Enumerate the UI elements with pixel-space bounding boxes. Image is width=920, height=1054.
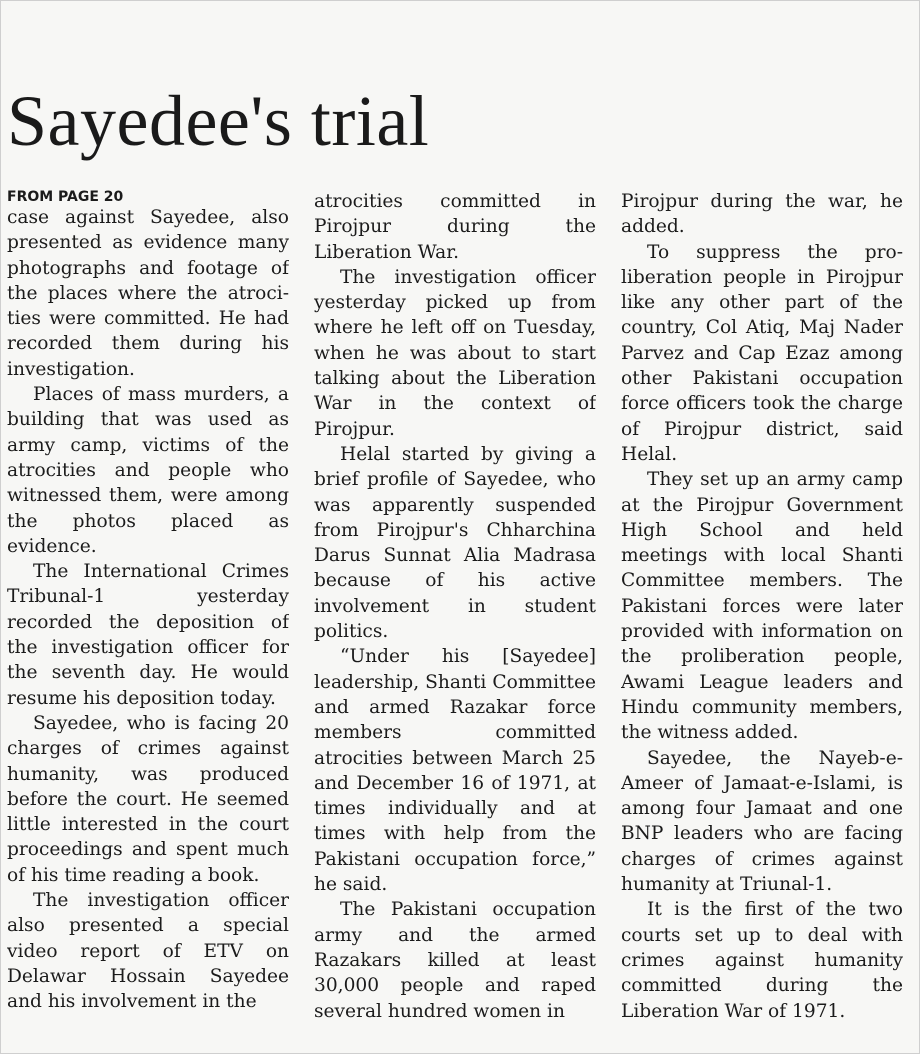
paragraph: The investigation officer yesterday picked up from where he left off on Tuesday, when he was about to start talking about the Liberation War in the context of Pirojpur. [314,266,596,440]
paragraph: The investigation officer also presented a special video report of ETV on Delawar Hossain Sayedee and his involvement in the [7,890,289,1013]
column-2 [314,189,596,1045]
paragraph: case against Sayedee, also presented as evidence many photographs and footage of the places where the atrocities were committed. He had recorded them during his investigation. [7,207,289,380]
paragraph: It is the first of the two courts set up to deal with crimes against humanity committed during the Liberation War of 1971. [621,899,903,1022]
paragraph: atrocities committed in Pirojpur during the Liberation War. [314,191,596,263]
headline: Sayedee's trial [7,81,430,161]
paragraph: To suppress the proliberation people in Pirojpur like any other part of the country, Col Atiq, Maj Nader Parvez and Cap Ezaz among other Pakistani occupation force officers took the charge of Pirojpur district, said Helal. [621,241,903,465]
folio-line: FROM PAGE 20 [7,189,124,205]
paragraph: Places of mass murders, a building that was used as army camp, victims of the atrocities and people who witnessed them, were among the photos placed as evidence. [7,384,289,557]
paragraph: The Pakistani occupation army and the armed Razakars killed at least 30,000 people and raped several hundred women in [314,899,596,1022]
paragraph: Sayedee, the Nayeb-e-Ameer of Jamaat-e-Islami, is among four Jamaat and one BNP leaders who are facing charges of crimes against humanity at Triunal-1. [621,747,903,896]
paragraph: Sayedee, who is facing 20 charges of crimes against humanity, was produced before the court. He seemed little interested in the court proceedings and spent much of his time reading a book. [7,712,289,886]
quote-paragraph: “Under his [Sayedee] leadership, Shanti Committee and armed Razakar force members committed atrocities between March 25 and December 16 of 1971, at times individually and at times with help from the Pakistani occupation force,” he said. [314,646,596,896]
column-3 [621,189,903,1045]
paragraph: Pirojpur during the war, he added. [621,191,903,238]
column-1 [7,189,289,1045]
paragraph: The International Crimes Tribunal-1 yesterday recorded the deposition of the investigation officer for the seventh day. He would resume his deposition today. [7,561,289,709]
paragraph: They set up an army camp at the Pirojpur Government High School and held meetings with local Shanti Committee members. The Pakistani forces were later provided with information on the proliberation people, Awami League leaders and Hindu community members, the witness added. [621,469,903,744]
paragraph: Helal started by giving a brief profile of Sayedee, who was apparently suspended from Pirojpur's Chharchina Darus Sunnat Alia Madrasa because of his active involvement in student politics. [314,443,596,643]
